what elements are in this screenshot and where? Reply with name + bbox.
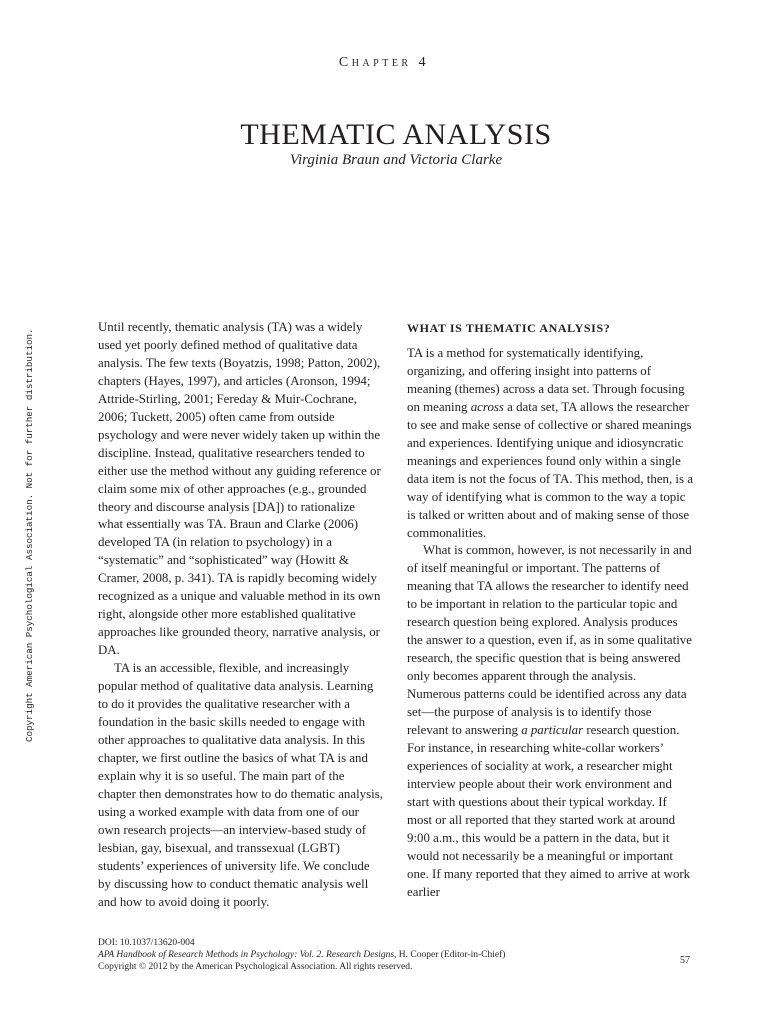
footer — [98, 937, 698, 973]
paragraph-1-emphasis: across — [470, 399, 504, 414]
section-heading: WHAT IS THEMATIC ANALYSIS? — [407, 321, 611, 335]
intro-paragraph-2: TA is an accessible, flexible, and increasingly popular method of qualitative data analysis. Learning to do it provides the qualitative researcher with a foundation in the basic skills needed to engage with other approaches to qualitative data analysis. In this chapter, we first outline the basics of what TA is and explain why it is so useful. The main part of the chapter then demonstrates how to do thematic analysis, using a worked example with data from one of our own research projects—an interview-based study of lesbian, gay, bisexual, and transsexual (LGBT) students’ experiences of university life. We conclude by discussing how to conduct thematic analysis well and how to avoid doing it poorly. — [98, 661, 383, 909]
paragraph-1-text-a: TA is a method for systematically identifying, organizing, and offering insight into patterns of meaning (themes) across a data set. Through focusing on meaning — [407, 346, 685, 414]
right-column — [407, 319, 693, 902]
paragraph-1-text-b: a data set, TA allows the researcher to see and make sense of collective or shared meanings and experiences. Identifying unique and idiosyncratic meanings and experiences found only within a single data item is not the focus of TA. This method, then, is a way of identifying what is common to the way a topic is talked or written about and of making sense of those commonalities. — [407, 399, 693, 540]
copyright-line: Copyright © 2012 by the American Psychological Association. All rights reserved. — [98, 962, 413, 972]
handbook-editor: , H. Cooper (Editor-in-Chief) — [394, 950, 506, 960]
section-paragraph-2 — [407, 542, 693, 901]
chapter-label: Chapter 4 — [338, 55, 430, 70]
page-number: 57 — [680, 955, 690, 966]
doi: DOI: 10.1037/13620-004 — [98, 938, 195, 948]
handbook-citation — [98, 949, 698, 961]
section-paragraph-1 — [407, 345, 693, 542]
authors: Virginia Braun and Victoria Clarke — [289, 152, 503, 168]
chapter-title: THEMATIC ANALYSIS — [240, 118, 552, 152]
paragraph-2-emphasis: a particular — [521, 723, 584, 738]
paragraph-2-text-b: research question. For instance, in researching white-collar workers’ experiences of sociality at work, a researcher might interview people about their work environment and start with questions about their typical workday. If most or all reported that they started work at around 9:00 a.m., this would be a pattern in the data, but it would not necessarily be a meaningful or important one. If many reported that they aimed to arrive at work earlier — [407, 723, 691, 899]
paragraph-2-text-a: What is common, however, is not necessarily in and of itself meaningful or important. The patterns of meaning that TA allows the researcher to identify need to be important in relation to the particular topic and research question being explored. Analysis produces the answer to a question, even if, as in some qualitative research, the specific question that is being answered only becomes apparent through the analysis. Numerous patterns could be identified across any data set—the purpose of analysis is to identify those relevant to answering — [407, 543, 692, 738]
copyright-side-notice: Copyright American Psychological Association. Not for further distribution. — [24, 328, 35, 742]
left-column — [98, 319, 383, 911]
handbook-title: APA Handbook of Research Methods in Psychology: Vol. 2. Research Designs — [98, 950, 395, 960]
intro-paragraph-1: Until recently, thematic analysis (TA) was a widely used yet poorly defined method of qualitative data analysis. The few texts (Boyatzis, 1998; Patton, 2002), chapters (Hayes, 1997), and articles (Aronson, 1994; Attride-Stirling, 2001; Fereday & Muir-Cochrane, 2006; Tuckett, 2005) often came from outside psychology and were never widely taken up within the discipline. Instead, qualitative researchers tended to either use the method without any guiding reference or claim some mix of other approaches (e.g., grounded theory and discourse analysis [DA]) to rationalize what essentially was TA. Braun and Clarke (2006) developed TA (in relation to psychology) in a “systematic” and “sophisticated” way (Howitt & Cramer, 2008, p. 341). TA is rapidly becoming widely recognized as a unique and valuable method in its own right, alongside other more established qualitative approaches like grounded theory, narrative analysis, or DA. — [98, 320, 381, 658]
